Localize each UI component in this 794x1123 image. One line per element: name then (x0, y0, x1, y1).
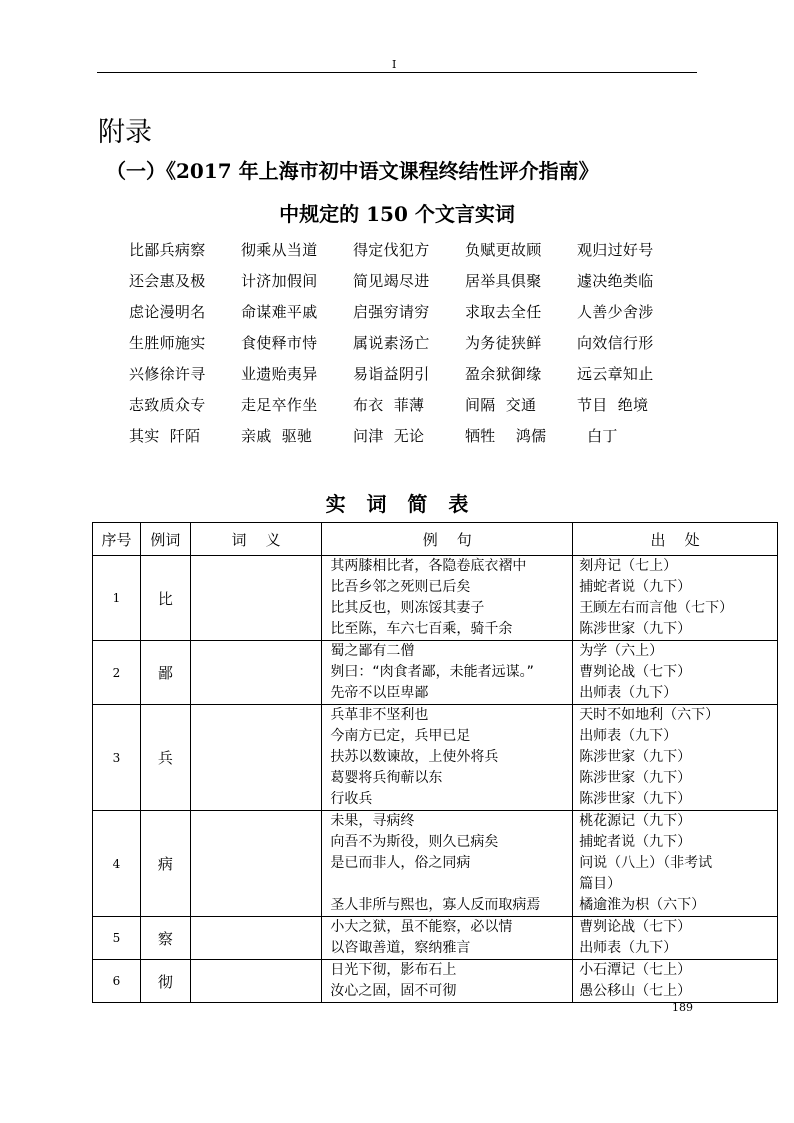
source-text: 出师表（九下） (579, 685, 678, 701)
word-group: 比鄙兵病察 (129, 241, 206, 259)
word-group: 其实 阡陌 (129, 427, 201, 445)
row-word: 鄙 (140, 641, 190, 705)
source-text: 陈涉世家（九下） (579, 791, 692, 807)
row-sources (573, 811, 778, 917)
word-group: 彻乘从当道 (241, 241, 318, 259)
example-sentence: 比吾乡邻之死则已后矣 (330, 579, 471, 595)
row-sentences (322, 960, 573, 1003)
row-sentences (322, 556, 573, 641)
row-number: 3 (93, 705, 141, 811)
row-meaning (190, 705, 322, 811)
header-word: 例词 (140, 523, 190, 556)
word-group: 命谋难平戚 (241, 303, 318, 321)
row-sentences (322, 811, 573, 917)
source-text: 小石潭记（七上） (579, 962, 692, 978)
source-text: 出师表（九下） (579, 940, 678, 956)
appendix-heading: 附录 (98, 117, 152, 148)
source-text: 桃花源记（九下） (579, 813, 692, 829)
word-group: 问津 无论 (353, 427, 425, 445)
row-meaning (190, 556, 322, 641)
table-title: 实 词 简 表 (325, 492, 469, 516)
source-text: 王顾左右而言他（七下） (579, 600, 734, 616)
row-sources (573, 917, 778, 960)
word-group: 间隔 交通 (465, 396, 537, 414)
word-group: 为务徒狭鲜 (465, 334, 542, 352)
document-title: （一）《2017 年上海市初中语文课程终结性评介指南》 (106, 159, 599, 183)
word-group: 业遗贻夷异 (241, 365, 318, 383)
word-group: 易诣益阴引 (353, 365, 430, 383)
example-sentence: 比其反也，则冻馁其妻子 (330, 600, 485, 616)
source-text: 陈涉世家（九下） (579, 621, 692, 637)
example-sentence: 扶苏以数谏故，上使外将兵 (330, 749, 499, 765)
word-group: 志致质众专 (129, 396, 206, 414)
word-row (129, 327, 687, 358)
row-meaning (190, 960, 322, 1003)
document-subtitle: 中规定的 150 个文言实词 (279, 202, 515, 226)
header-number: 序号 (93, 523, 141, 556)
example-sentence: 兵革非不坚利也 (330, 707, 429, 723)
row-sources (573, 960, 778, 1003)
word-group: 白丁 (577, 427, 618, 445)
example-sentence: 行收兵 (330, 791, 373, 807)
row-sources (573, 705, 778, 811)
word-group: 兴修徐许寻 (129, 365, 206, 383)
word-group: 遽决绝类临 (577, 272, 654, 290)
source-text: 捕蛇者说（九下） (579, 834, 692, 850)
page-number: 189 (672, 1001, 693, 1014)
word-group: 人善少舍涉 (577, 303, 654, 321)
row-sources (573, 641, 778, 705)
row-number: 6 (93, 960, 141, 1003)
source-text: 天时不如地利（六下） (579, 707, 720, 723)
example-sentence: 是已而非人，俗之同病 (330, 855, 471, 871)
source-text: 陈涉世家（九下） (579, 749, 692, 765)
row-word: 比 (140, 556, 190, 641)
table-header-row (93, 523, 778, 556)
word-row (129, 296, 687, 327)
table-row (93, 917, 778, 960)
source-text: 橘逾淮为枳（六下） (579, 897, 706, 913)
row-sources (573, 556, 778, 641)
source-text: 愚公移山（七上） (579, 983, 692, 999)
word-group: 居举具俱聚 (465, 272, 542, 290)
example-sentence: 日光下彻，影布石上 (330, 962, 457, 978)
word-group: 观归过好号 (577, 241, 654, 259)
word-group: 节目 绝境 (577, 396, 649, 414)
word-group: 得定伐犯方 (353, 241, 430, 259)
row-sentences (322, 641, 573, 705)
example-sentence: 小大之狱，虽不能察，必以情 (330, 919, 513, 935)
example-sentence: 刿曰：“肉食者鄙，未能者远谋。” (330, 664, 534, 680)
row-number: 5 (93, 917, 141, 960)
word-group: 虑论漫明名 (129, 303, 206, 321)
word-group: 布衣 菲薄 (353, 396, 425, 414)
header-meaning: 词 义 (190, 523, 322, 556)
table-row (93, 705, 778, 811)
row-number: 1 (93, 556, 141, 641)
word-group: 向效信行形 (577, 334, 654, 352)
header-source: 出 处 (573, 523, 778, 556)
example-sentence: 未果，寻病终 (330, 813, 415, 829)
row-meaning (190, 917, 322, 960)
word-row (129, 389, 687, 420)
word-group: 求取去全任 (465, 303, 542, 321)
word-group: 计济加假间 (241, 272, 318, 290)
word-group: 走足卒作坐 (241, 396, 318, 414)
row-number: 4 (93, 811, 141, 917)
word-group: 远云章知止 (577, 365, 654, 383)
word-row (129, 234, 687, 265)
word-group: 还会惠及极 (129, 272, 206, 290)
example-sentence: 其两膝相比者，各隐卷底衣褶中 (330, 558, 527, 574)
row-meaning (190, 811, 322, 917)
header-mark: I (392, 58, 397, 71)
source-text: 曹刿论战（七下） (579, 664, 692, 680)
word-table (92, 522, 778, 1003)
row-word: 察 (140, 917, 190, 960)
source-text: 刻舟记（七上） (579, 558, 678, 574)
source-text: 曹刿论战（七下） (579, 919, 692, 935)
example-sentence: 比至陈，车六七百乘，骑千余 (330, 621, 513, 637)
word-row (129, 265, 687, 296)
header-sentence: 例 句 (322, 523, 573, 556)
example-sentence: 圣人非所与熙也，寡人反而取病焉 (330, 897, 541, 913)
example-sentence (330, 874, 572, 895)
table-row (93, 960, 778, 1003)
table-row (93, 811, 778, 917)
table-row (93, 556, 778, 641)
word-row (129, 420, 687, 451)
row-word: 彻 (140, 960, 190, 1003)
row-word: 兵 (140, 705, 190, 811)
example-sentence: 葛婴将兵徇蕲以东 (330, 770, 443, 786)
word-group: 属说素汤亡 (353, 334, 430, 352)
word-list (129, 234, 687, 451)
source-text: 篇目） (579, 876, 622, 892)
source-text: 出师表（九下） (579, 728, 678, 744)
example-sentence: 蜀之鄙有二僧 (330, 643, 415, 659)
source-text: 陈涉世家（九下） (579, 770, 692, 786)
row-sentences (322, 917, 573, 960)
word-group: 负赋更故顾 (465, 241, 542, 259)
word-row (129, 358, 687, 389)
example-sentence: 向吾不为斯役，则久已病矣 (330, 834, 499, 850)
word-group: 简见竭尽进 (353, 272, 430, 290)
source-text: 捕蛇者说（九下） (579, 579, 692, 595)
row-sentences (322, 705, 573, 811)
source-text: 为学（六上） (579, 643, 664, 659)
word-group: 盈余狱御缘 (465, 365, 542, 383)
example-sentence: 汝心之固，固不可彻 (330, 983, 457, 999)
example-sentence: 先帝不以臣卑鄙 (330, 685, 429, 701)
word-group: 启强穷请穷 (353, 303, 430, 321)
header-rule (97, 72, 697, 73)
row-number: 2 (93, 641, 141, 705)
table-row (93, 641, 778, 705)
source-text: 问说（八上）（非考试 (579, 855, 713, 871)
word-group: 牺牲 鸿儒 (465, 427, 547, 445)
word-group: 亲戚 驱驰 (241, 427, 313, 445)
example-sentence: 以咨诹善道，察纳雅言 (330, 940, 471, 956)
example-sentence: 今南方已定，兵甲已足 (330, 728, 471, 744)
row-word: 病 (140, 811, 190, 917)
row-meaning (190, 641, 322, 705)
word-group: 生胜师施实 (129, 334, 206, 352)
word-group: 食使释市恃 (241, 334, 318, 352)
